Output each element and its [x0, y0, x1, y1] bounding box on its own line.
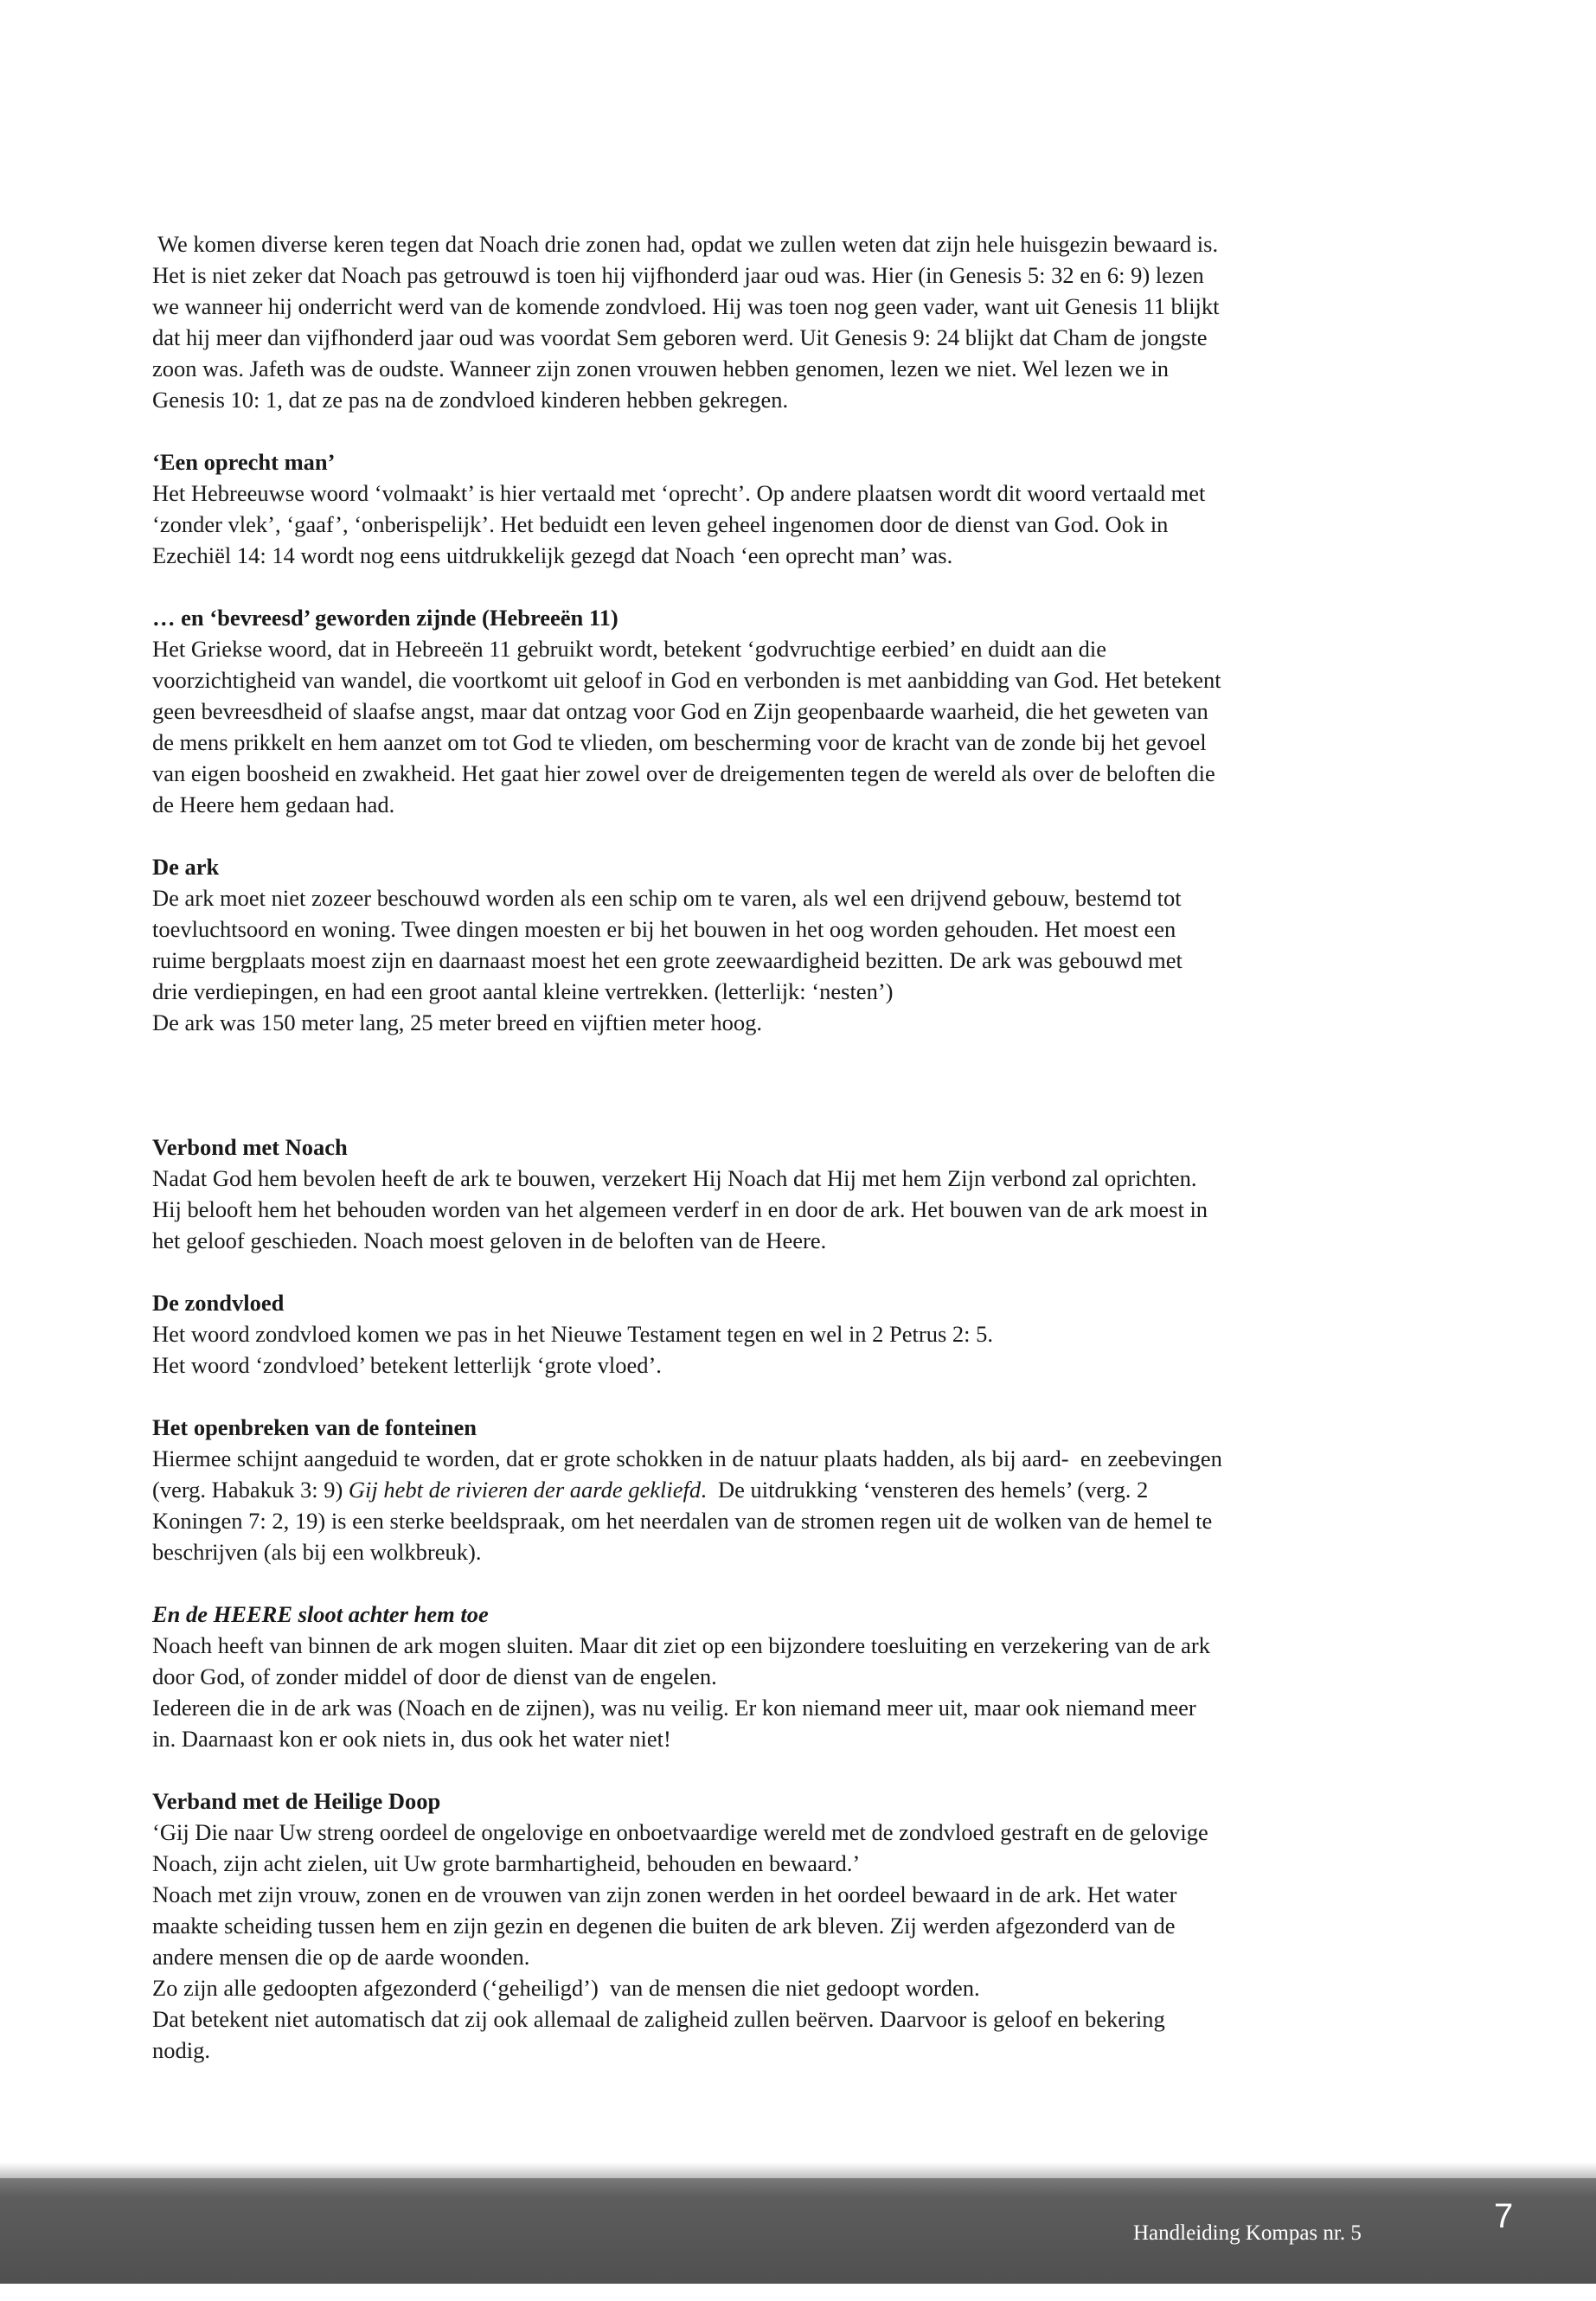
paragraph-line: Noach met zijn vrouw, zonen en de vrouwen van zijn zonen werden in het oordeel bewaard in de ark. Het water	[152, 1881, 1177, 1907]
paragraph-line: Nadat God hem bevolen heeft de ark te bouwen, verzekert Hij Noach dat Hij met hem Zijn verbond zal oprichten.	[152, 1165, 1197, 1191]
paragraph-line: Het Griekse woord, dat in Hebreeën 11 gebruikt wordt, betekent ‘godvruchtige eerbied’ en duidt aan die	[152, 636, 1107, 662]
section-oprecht	[152, 446, 1433, 571]
paragraph-line: Dat betekent niet automatisch dat zij ook allemaal de zaligheid zullen beërven. Daarvoor is geloof en bekering	[152, 2006, 1165, 2032]
paragraph-line: Genesis 10: 1, dat ze pas na de zondvloed kinderen hebben gekregen.	[152, 387, 789, 413]
paragraph-line: De ark moet niet zozeer beschouwd worden als een schip om te varen, als wel een drijvend gebouw, bestemd tot	[152, 885, 1182, 911]
paragraph-line: we wanneer hij onderricht werd van de komende zondvloed. Hij was toen nog geen vader, want uit Genesis 11 blijkt	[152, 293, 1220, 319]
paragraph-line: Het woord ‘zondvloed’ betekent letterlijk ‘grote vloed’.	[152, 1352, 662, 1378]
paragraph-line: ruime bergplaats moest zijn en daarnaast moest het een grote zeewaardigheid bezitten. De ark was gebouwd met	[152, 947, 1183, 973]
paragraph-line: Noach heeft van binnen de ark mogen sluiten. Maar dit ziet op een bijzondere toesluiting en verzekering van de ark	[152, 1632, 1210, 1658]
text-fragment: . De uitdrukking ‘vensteren des hemels’ (verg. 2	[701, 1477, 1149, 1503]
section-heading: ‘Een oprecht man’	[152, 449, 336, 475]
paragraph-line: de Heere hem gedaan had.	[152, 792, 395, 817]
paragraph-line: Het woord zondvloed komen we pas in het Nieuwe Testament tegen en wel in 2 Petrus 2: 5.	[152, 1321, 994, 1347]
paragraph-line: het geloof geschieden. Noach moest geloven in de beloften van de Heere.	[152, 1227, 827, 1253]
section-verbond	[152, 1131, 1433, 1256]
page-content	[152, 228, 1433, 2066]
paragraph-line: beschrijven (als bij een wolkbreuk).	[152, 1539, 482, 1565]
paragraph-line: toevluchtsoord en woning. Twee dingen moesten er bij het bouwen in het oog worden gehouden. Het moest een	[152, 916, 1176, 942]
section-heading: Verbond met Noach	[152, 1134, 348, 1160]
text-fragment: (verg. Habakuk 3: 9)	[152, 1477, 349, 1503]
section-ark	[152, 851, 1433, 1038]
page-number: 7	[1494, 2197, 1514, 2235]
paragraph-line: van eigen boosheid en zwakheid. Het gaat hier zowel over de dreigementen tegen de wereld als over de beloften die	[152, 760, 1215, 786]
paragraph-line: ‘zonder vlek’, ‘gaaf’, ‘onberispelijk’. Het beduidt een leven geheel ingenomen door de dienst van God. Ook in	[152, 511, 1169, 537]
section-fonteinen	[152, 1412, 1433, 1567]
paragraph-line: nodig.	[152, 2037, 210, 2063]
footer-title: Handleiding Kompas nr. 5	[1133, 2221, 1362, 2245]
paragraph-line: Hiermee schijnt aangeduid te worden, dat er grote schokken in de natuur plaats hadden, als bij aard- en zeebevingen	[152, 1445, 1222, 1471]
paragraph-line: maakte scheiding tussen hem en zijn gezin en degenen die buiten de ark bleven. Zij werden afgezonderd van de	[152, 1913, 1176, 1939]
paragraph-line: geen bevreesdheid of slaafse angst, maar dat ontzag voor God en Zijn geopenbaarde waarheid, die het geweten van	[152, 698, 1208, 724]
section-heading: Het openbreken van de fonteinen	[152, 1414, 477, 1440]
section-heading: De ark	[152, 854, 220, 880]
section-sloot	[152, 1599, 1433, 1754]
section-bevreesd	[152, 602, 1433, 820]
paragraph-line: in. Daarnaast kon er ook niets in, dus ook het water niet!	[152, 1726, 671, 1752]
paragraph-line: De ark was 150 meter lang, 25 meter breed en vijftien meter hoog.	[152, 1009, 762, 1035]
paragraph-line: Hij belooft hem het behouden worden van het algemeen verderf in en door de ark. Het bouwen van de ark moest in	[152, 1196, 1208, 1222]
paragraph-line: Zo zijn alle gedoopten afgezonderd (‘geheiligd’) van de mensen die niet gedoopt worden.	[152, 1975, 980, 2001]
italic-quote: Gij hebt de rivieren der aarde gekliefd	[348, 1477, 702, 1503]
paragraph-line: Het Hebreeuwse woord ‘volmaakt’ is hier vertaald met ‘oprecht’. Op andere plaatsen wordt dit woord vertaald met	[152, 480, 1206, 506]
section-heading: … en ‘bevreesd’ geworden zijnde (Hebreeën 11)	[152, 605, 619, 631]
paragraph-line: Iedereen die in de ark was (Noach en de zijnen), was nu veilig. Er kon niemand meer uit, maar ook niemand meer	[152, 1695, 1196, 1721]
paragraph-line: ‘Gij Die naar Uw streng oordeel de ongelovige en onboetvaardige wereld met de zondvloed gestraft en de gelovige	[152, 1819, 1208, 1845]
paragraph-line: door God, of zonder middel of door de dienst van de engelen.	[152, 1663, 717, 1689]
section-doop	[152, 1785, 1433, 2066]
section-heading: En de HEERE sloot achter hem toe	[152, 1601, 489, 1627]
intro-paragraph	[152, 228, 1433, 415]
section-heading: De zondvloed	[152, 1290, 285, 1316]
section-heading: Verband met de Heilige Doop	[152, 1788, 441, 1814]
paragraph-line: Ezechiël 14: 14 wordt nog eens uitdrukkelijk gezegd dat Noach ‘een oprecht man’ was.	[152, 542, 953, 568]
paragraph-line: dat hij meer dan vijfhonderd jaar oud was voordat Sem geboren werd. Uit Genesis 9: 24 blijkt dat Cham de jongste	[152, 324, 1208, 350]
paragraph-line: de mens prikkelt en hem aanzet om tot God te vlieden, om bescherming voor de kracht van de zonde bij het gevoel	[152, 729, 1207, 755]
paragraph-line: voorzichtigheid van wandel, die voortkomt uit geloof in God en verbonden is met aanbidding van God. Het betekent	[152, 667, 1221, 693]
paragraph-line: zoon was. Jafeth was de oudste. Wanneer zijn zonen vrouwen hebben genomen, lezen we niet. Wel lezen we in	[152, 356, 1170, 381]
paragraph-line: We komen diverse keren tegen dat Noach drie zonen had, opdat we zullen weten dat zijn hele huisgezin bewaard is.	[152, 231, 1219, 257]
paragraph-line: Noach, zijn acht zielen, uit Uw grote barmhartigheid, behouden en bewaard.’	[152, 1850, 861, 1876]
paragraph-line: drie verdiepingen, en had een groot aantal kleine vertrekken. (letterlijk: ‘nesten’)	[152, 978, 894, 1004]
paragraph-line-with-quote	[152, 1474, 1433, 1505]
paragraph-line: Koningen 7: 2, 19) is een sterke beeldspraak, om het neerdalen van de stromen regen uit de wolken van de hemel te	[152, 1508, 1213, 1534]
paragraph-line: Het is niet zeker dat Noach pas getrouwd is toen hij vijfhonderd jaar oud was. Hier (in Genesis 5: 32 en 6: 9) lezen	[152, 262, 1204, 288]
section-zondvloed	[152, 1287, 1433, 1381]
paragraph-line: andere mensen die op de aarde woonden.	[152, 1944, 530, 1970]
